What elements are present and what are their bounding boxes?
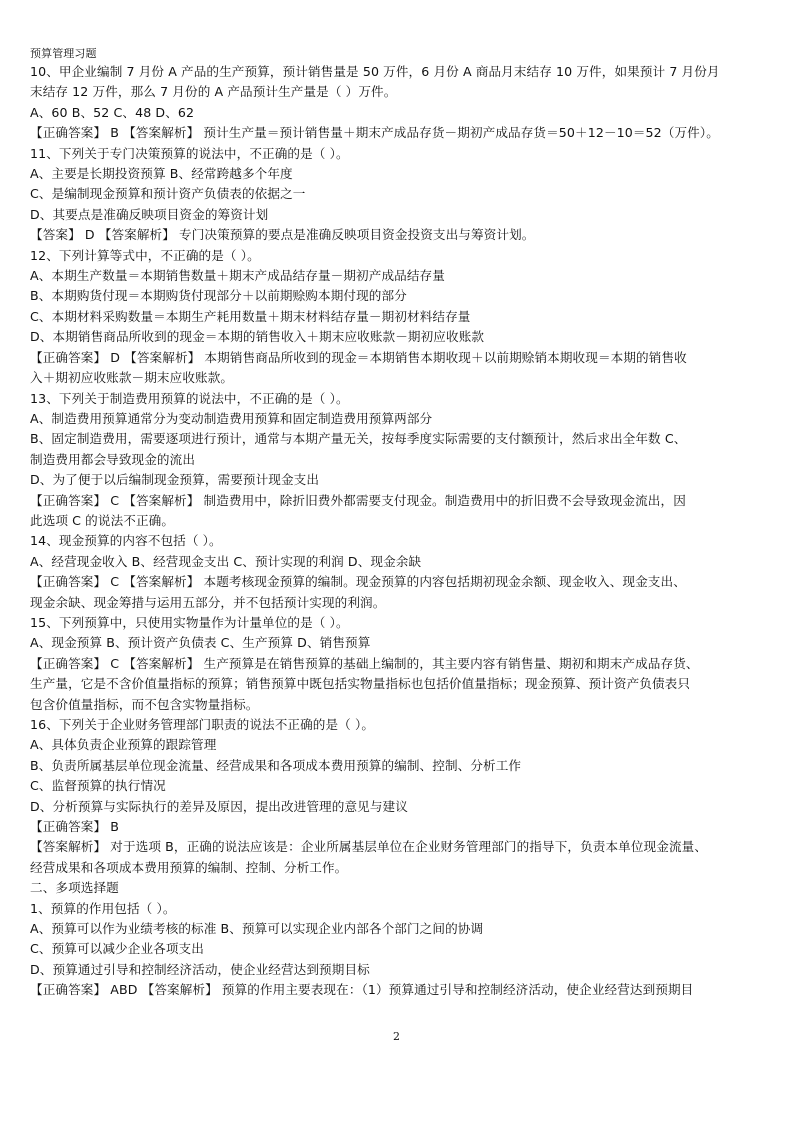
text-line: 【正确答案】 C 【答案解析】 制造费用中，除折旧费外都需要支付现金。制造费用中的折旧费不会导致现金流出，因: [30, 492, 686, 508]
text-line: D、其要点是准确反映项目资金的筹资计划: [30, 206, 269, 222]
text-line: C、预算可以减少企业各项支出: [30, 941, 204, 957]
text-line: 包含价值量指标，而不包含实物量指标。: [30, 696, 259, 712]
text-line: C、是编制现金预算和预计资产负债表的依据之一: [30, 186, 306, 202]
text-line: 【正确答案】 C 【答案解析】 生产预算是在销售预算的基础上编制的，其主要内容有销售量、期初和期末产成品存货、: [30, 655, 699, 671]
text-line: 12、下列计算等式中，不正确的是（ ）。: [30, 247, 260, 263]
text-line: 经营成果和各项成本费用预算的编制、控制、分析工作。: [30, 859, 348, 875]
text-line: 【答案解析】 对于选项 B，正确的说法应该是：企业所属基层单位在企业财务管理部门的指导下，负责本单位现金流量、: [30, 839, 708, 855]
page-header: 预算管理习题: [30, 47, 97, 60]
text-line: A、具体负责企业预算的跟踪管理: [30, 737, 217, 753]
text-line: 制造费用都会导致现金的流出: [30, 451, 196, 467]
text-line: 【正确答案】 B: [30, 819, 120, 835]
text-line: 末结存 12 万件，那么 7 月份的 A 产品预计生产量是（ ）万件。: [30, 84, 397, 100]
text-line: D、预算通过引导和控制经济活动，使企业经营达到预期目标: [30, 961, 370, 977]
text-lines: [30, 62, 768, 1001]
text-line: 入＋期初应收账款－期末应收账款。: [30, 370, 234, 386]
text-line: B、本期购货付现＝本期购货付现部分＋以前期赊购本期付现的部分: [30, 288, 407, 304]
text-line: 现金余缺、现金筹措与运用五部分，并不包括预计实现的利润。: [30, 594, 386, 610]
text-line: 16、下列关于企业财务管理部门职责的说法不正确的是（ ）。: [30, 717, 375, 732]
text-line: 【正确答案】 B 【答案解析】 预计生产量＝预计销售量＋期末产成品存货－期初产成品存货＝50＋12－10＝52（万件）。: [30, 125, 719, 141]
text-line: A、60 B、52 C、48 D、62: [30, 104, 195, 120]
text-line: 11、下列关于专门决策预算的说法中，不正确的是（ ）。: [30, 145, 349, 161]
text-line: D、本期销售商品所收到的现金＝本期的销售收入＋期末应收账款－期初应收账款: [30, 329, 485, 345]
text-line: A、现金预算 B、预计资产负债表 C、生产预算 D、销售预算: [30, 635, 371, 651]
document-body: [30, 46, 768, 1001]
text-line: B、固定制造费用，需要逐项进行预计，通常与本期产量无关，按每季度实际需要的支付额预计，然后求出全年数 C、: [30, 431, 687, 447]
text-line: A、本期生产数量＝本期销售数量＋期末产成品结存量－期初产成品结存量: [30, 268, 445, 284]
text-line: 【正确答案】 ABD 【答案解析】 预算的作用主要表现在：（1）预算通过引导和控制经济活动，使企业经营达到预期目: [30, 982, 694, 998]
text-line: C、本期材料采购数量＝本期生产耗用数量＋期末材料结存量－期初材料结存量: [30, 308, 471, 324]
page-number: 2: [393, 1030, 400, 1043]
text-line: 15、下列预算中，只使用实物量作为计量单位的是（ ）。: [30, 614, 349, 630]
text-line: A、主要是长期投资预算 B、经常跨越多个年度: [30, 166, 293, 182]
text-line: 1、预算的作用包括（ ）。: [30, 900, 176, 916]
text-line: A、经营现金收入 B、经营现金支出 C、预计实现的利润 D、现金余缺: [30, 553, 422, 569]
text-line: A、制造费用预算通常分为变动制造费用预算和固定制造费用预算两部分: [30, 410, 433, 426]
text-line: 生产量，它是不含价值量指标的预算；销售预算中既包括实物量指标也包括价值量指标；现金预算、预计资产负债表只: [30, 676, 691, 692]
text-line: 【正确答案】 D 【答案解析】 本期销售商品所收到的现金＝本期销售本期收现＋以前期赊销本期收现＝本期的销售收: [30, 349, 687, 365]
text-line: 二、多项选择题: [30, 880, 119, 896]
text-line: 13、下列关于制造费用预算的说法中，不正确的是（ ）。: [30, 390, 349, 406]
text-line: B、负责所属基层单位现金流量、经营成果和各项成本费用预算的编制、控制、分析工作: [30, 757, 522, 773]
text-line: C、监督预算的执行情况: [30, 778, 166, 794]
text-line: 【答案】 D 【答案解析】 专门决策预算的要点是准确反映项目资金投资支出与筹资计划。: [30, 227, 535, 243]
text-line: D、分析预算与实际执行的差异及原因，提出改进管理的意见与建议: [30, 798, 408, 814]
text-line: 10、甲企业编制 7 月份 A 产品的生产预算，预计销售量是 50 万件，6 月份 A 商品月末结存 10 万件，如果预计 7 月份月: [30, 64, 720, 79]
text-line: 14、现金预算的内容不包括（ ）。: [30, 533, 222, 549]
text-line: 【正确答案】 C 【答案解析】 本题考核现金预算的编制。现金预算的内容包括期初现金余额、现金收入、现金支出、: [30, 574, 686, 590]
text-line: A、预算可以作为业绩考核的标准 B、预算可以实现企业内部各个部门之间的协调: [30, 921, 484, 937]
text-line: D、为了便于以后编制现金预算，需要预计现金支出: [30, 472, 320, 488]
text-line: 此选项 C 的说法不正确。: [30, 512, 175, 528]
